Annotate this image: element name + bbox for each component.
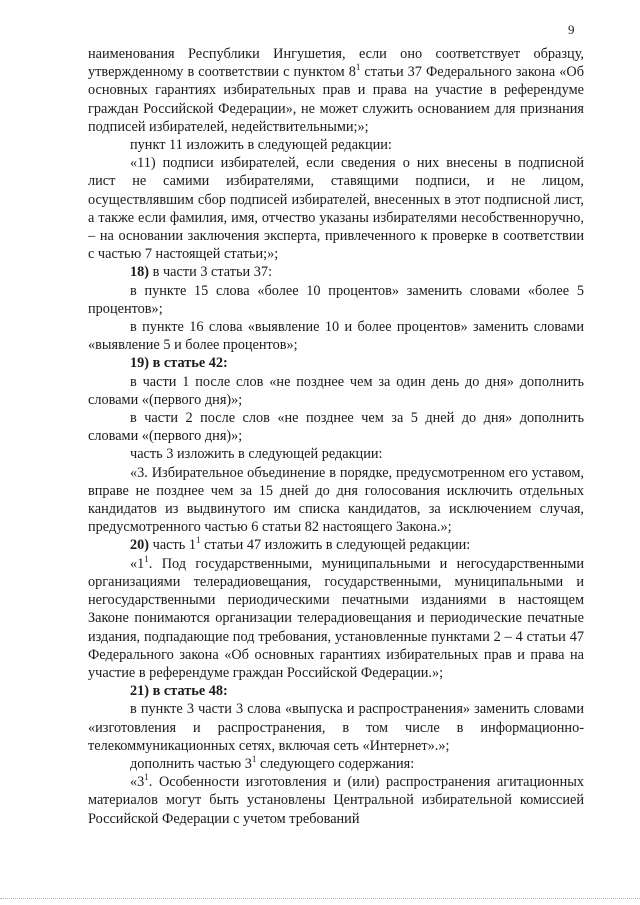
- paragraph: [88, 555, 584, 682]
- text-run: в части 1 после слов «не позднее чем за один день до дня» дополнить словами «(первого дня)»;: [88, 373, 584, 408]
- paragraph: [88, 464, 584, 537]
- paragraph: [88, 445, 584, 463]
- text-run: . Особенности изготовления и (или) распространения агитационных материалов могут быть установлены Центральной избирательной комиссией Российской Федерации с учетом требований: [88, 774, 584, 827]
- page-number: 9: [568, 22, 575, 37]
- superscript: 1: [355, 62, 361, 73]
- paragraph: [88, 409, 584, 445]
- text-run: наименования Республики Ингушетия, если оно соответствует образцу, утвержденному в соответствии с пунктом 8: [88, 46, 584, 81]
- text-run: «3. Избирательное объединение в порядке, предусмотренном его уставом, вправе не позднее чем за 15 дней до дня голосования исключить отдельных кандидатов из выдвинутого им списка кандидатов, за исключением случая, предусмотренного частью 6 статьи 82 настоящего Закона.»;: [88, 464, 584, 536]
- paragraph: [88, 154, 584, 263]
- paragraph: [88, 773, 584, 828]
- superscript: 1: [144, 772, 149, 783]
- paragraph: [88, 45, 584, 136]
- text-run: «3: [130, 774, 145, 791]
- bold-text: 19) в статье 42:: [130, 355, 228, 372]
- paragraph: [88, 373, 584, 409]
- bold-text: 18): [130, 264, 150, 281]
- text-run: в пункте 16 слова «выявление 10 и более процентов» заменить словами «выявление 5 и более процентов»;: [88, 319, 584, 354]
- superscript: 1: [251, 754, 257, 765]
- text-run: в пункте 3 части 3 слова «выпуска и распространения» заменить словами «изготовления и распространения, в том числе в информационно-телекоммуникационных сетях, включая сеть «Интернет».»;: [88, 701, 584, 754]
- text-run: «1: [130, 555, 145, 572]
- paragraph: [88, 263, 584, 281]
- text-run: дополнить частью 3: [130, 755, 252, 772]
- bold-text: 20): [130, 537, 150, 554]
- text-run: пункт 11 изложить в следующей редакции:: [130, 137, 392, 154]
- text-run: «11) подписи избирателей, если сведения о них внесены в подписной лист не самими избирателями, ставящими подписи, и не лицом, осуществлявшим сбор подписей избирателей, внесенных в этот подписной лист, а также если фамилия, имя, отчество указаны избирателями несобственноручно, – на основании заключения эксперта, привлеченного к проверке в соответствии с частью 7 настоящей статьи;»;: [88, 155, 584, 263]
- paragraph: [88, 318, 584, 354]
- text-run: в пункте 15 слова «более 10 процентов» заменить словами «более 5 процентов»;: [88, 282, 584, 317]
- text-run: часть 3 изложить в следующей редакции:: [130, 446, 383, 463]
- text-run: в части 3 статьи 37:: [149, 264, 273, 281]
- superscript: 1: [196, 535, 201, 546]
- bold-text: 21) в статье 48:: [130, 683, 228, 700]
- superscript: 1: [144, 553, 149, 564]
- text-run: в части 2 после слов «не позднее чем за 5 дней до дня» дополнить словами «(первого дня)»;: [88, 410, 584, 445]
- paragraph: [88, 354, 584, 372]
- scan-bottom-edge: [0, 898, 640, 903]
- text-run: следующего содержания:: [256, 755, 415, 772]
- document-body: [88, 45, 584, 828]
- text-run: статьи 37 Федерального закона «Об основных гарантиях избирательных прав и права на участие в референдуме граждан Российской Федерации», не может служить основанием для признания подписей избирателей, недействительными;»;: [88, 64, 584, 135]
- paragraph: [88, 136, 584, 154]
- paragraph: [88, 682, 584, 700]
- paragraph: [88, 536, 584, 554]
- text-run: . Под государственными, муниципальными и негосударственными организациями телерадиовещания, государственными, муниципальными и негосударственными периодическими печатными изданиями в настоящем Законе понимаются организации телерадиовещания и периодические печатные издания, подпадающие под требования, установленные пунктами 2 – 4 статьи 47 Федерального закона «Об основных гарантиях избирательных прав и права на участие в референдуме граждан Российской Федерации.»;: [88, 555, 584, 681]
- paragraph: [88, 282, 584, 318]
- paragraph: [88, 700, 584, 755]
- paragraph: [88, 755, 584, 773]
- text-run: часть 1: [149, 537, 197, 554]
- text-run: статьи 47 изложить в следующей редакции:: [200, 537, 471, 554]
